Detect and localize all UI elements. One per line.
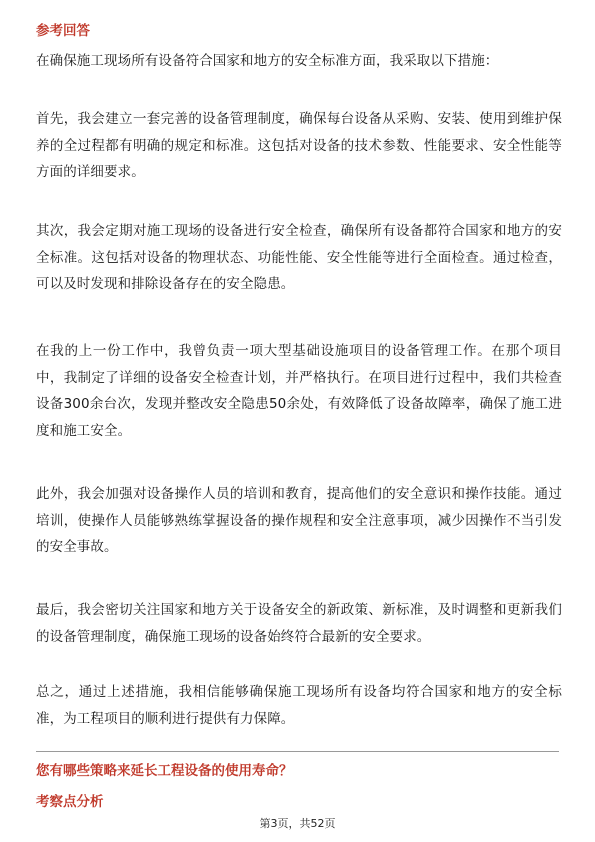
paragraph-conclusion: 总之，通过上述措施，我相信能够确保施工现场所有设备均符合国家和地方的安全标准，为工程项目的顺利进行提供有力保障。 [36,684,562,727]
reference-answer-heading: 参考回答 [36,23,90,39]
analysis-heading: 考察点分析 [36,794,104,810]
page-number-footer: 第3页，共52页 [259,817,336,830]
paragraph-training: 此外，我会加强对设备操作人员的培训和教育，提高他们的安全意识和操作技能。通过培训，使操作人员能够熟练掌握设备的操作规程和安全注意事项，减少因操作不当引发的安全事故。 [36,486,562,555]
next-question-heading: 您有哪些策略来延长工程设备的使用寿命？ [36,763,293,779]
paragraph-experience: 在我的上一份工作中，我曾负责一项大型基础设施项目的设备管理工作。在那个项目中，我制定了详细的设备安全检查计划，并严格执行。在项目进行过程中，我们共检查设备300余台次，发现并整改安全隐患50余处，有效降低了设备故障率，确保了施工进度和施工安全。 [36,343,562,439]
paragraph-second-measure: 其次，我会定期对施工现场的设备进行安全检查，确保所有设备都符合国家和地方的安全标准。这包括对设备的物理状态、功能性能、安全性能等进行全面检查。通过检查，可以及时发现和排除设备存在的安全隐患。 [36,223,562,292]
paragraph-policy: 最后，我会密切关注国家和地方关于设备安全的新政策、新标准，及时调整和更新我们的设备管理制度，确保施工现场的设备始终符合最新的安全要求。 [36,602,562,645]
paragraph-first-measure: 首先，我会建立一套完善的设备管理制度，确保每台设备从采购、安装、使用到维护保养的全过程都有明确的规定和标准。这包括对设备的技术参数、性能要求、安全性能等方面的详细要求。 [36,111,562,180]
intro-paragraph: 在确保施工现场所有设备符合国家和地方的安全标准方面，我采取以下措施： [36,53,499,69]
section-divider [36,751,559,752]
